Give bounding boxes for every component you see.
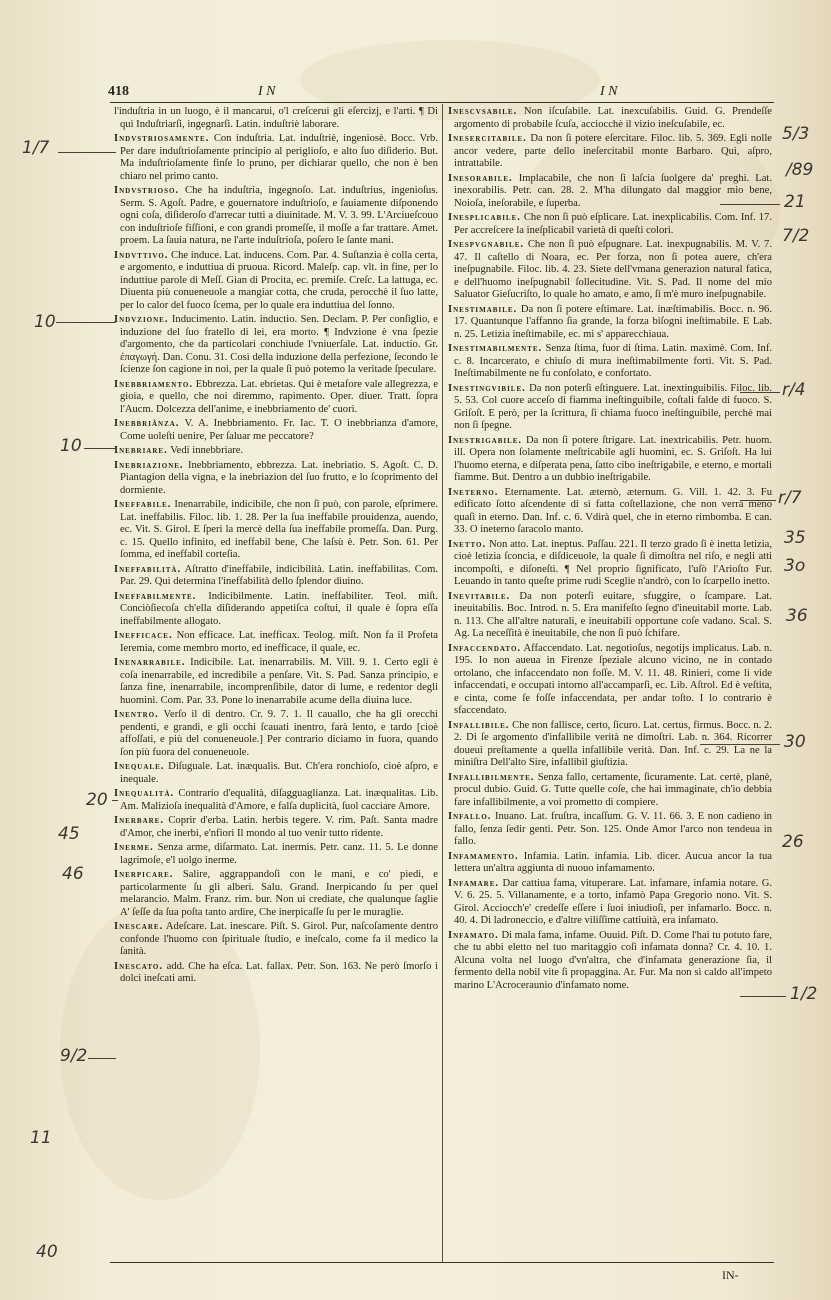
entry-text: Coprir d'erba. Latin. herbis tegere. V. rim. Paſt. Santa madre d'Amor, che inerbi, e'nfiori Il mondo al tuo venir tutto ridente.: [120, 815, 438, 839]
entry-text: Vedi innebbriare.: [170, 445, 244, 456]
handwritten-note-left: 10: [34, 312, 56, 332]
entry-text: Non iſcuſabile. Lat. inexcuſabilis. Guid. G. Prendeſſe argomento di probabile ſcuſa, acciocchè il vizio ineſcuſabile, ec.: [454, 106, 772, 130]
footer-rule: [110, 1262, 774, 1263]
entry-headword: Ineffabilità.: [114, 563, 182, 575]
entry-headword: Inerpicare.: [114, 869, 174, 880]
header-rule: [110, 102, 774, 103]
dictionary-entry: [114, 761, 438, 786]
dictionary-entry: [114, 842, 438, 867]
entry-text: V. A. Inebbriamento. Fr. Iac. T. O inebbrianza d'amore, Come uoleſti uenire, Per ſaluar me peccatore?: [120, 418, 438, 442]
dictionary-entry: [114, 709, 438, 759]
entry-headword: Infaccendato.: [448, 642, 522, 654]
handwritten-note-left: 11: [30, 1128, 52, 1148]
dictionary-entry: [448, 435, 772, 485]
entry-headword: Inequalità.: [114, 788, 175, 799]
annotation-line: [112, 800, 118, 801]
entry-text: Che non fallisce, certo, ſicuro. Lat. certus, firmus. Bocc. n. 2. 2. Di ſe argomento d'infallibile verità ne dimoſtri. Lab. n. 364. Ricorrer doueui preſtamente a quella infallibile verità. Dan. Inf. c. 29. La ne la miniſtra Dell'alto Sire, infallibil giuſtizia.: [454, 719, 772, 768]
entry-text: Da non poterſi euitare, sfuggire, o ſcampare. Lat. ineuitabilis. Boc. Introd. n. 5. Era manifeſto ſegno d'ineuitabil morte. Lab. n. 113. Che all'altre naturali, e ineuitabili opportune coſe vadano. Scal. S. Ag. La neceſſità è ineuitabile, che non ſi può ſchifare.: [454, 590, 772, 639]
entry-headword: Inescato.: [114, 960, 163, 972]
dictionary-entry: [448, 343, 772, 381]
dictionary-entry: [448, 878, 772, 928]
entry-text: Di mala fama, infame. Ouuid. Piſt. D. Come l'hai tu potuto fare, che tu abbi eletto nel tuo maritaggio coſì infamata donna? Cr. 4. 10. 1. Alcuna volta nel luogo d'vn'altra, che d'infamata generazione ſia, il fermento della nobil vite ſi propaggina. Ar. Fur. Ma non sì caldo all'impeto marino L'Acroceraunio d'infamato nome.: [454, 929, 772, 991]
dictionary-entry: [114, 314, 438, 377]
dictionary-entry: [114, 869, 438, 919]
entry-text: Inuano. Lat. fruſtra, incaſſum. G. V. 11. 66. 3. E non cadieno in fallo, ſenza ſedir genti. Petr. Son. 125. Onde Amor l'arco non tendeua in fallo.: [454, 811, 772, 847]
handwritten-note-right: r/4: [782, 380, 806, 400]
entry-text: Verſo il di dentro. Cr. 9. 7. 1. Il cauallo, che ha gli orecchi pendenti, e grandi, e gli occhi ſcauati inentro, farà lento, e tardo [cioè affoſſati, e più del conueneuole.] Per contrario diciamo in fuora, quando ſon più fuora del conueneuole.: [120, 709, 438, 758]
handwritten-note-right: 5/3: [782, 124, 810, 144]
dictionary-entry: [114, 185, 438, 248]
entry-headword: Infallibile.: [448, 719, 510, 731]
handwritten-note-left: 20: [86, 790, 108, 810]
handwritten-note-right: r/7: [778, 488, 802, 508]
handwritten-note-right: 3o: [784, 556, 806, 576]
dictionary-entry: [448, 106, 772, 131]
entry-text: add. Che ha eſca. Lat. fallax. Petr. Son. 163. Ne però ſmorſo i dolci ineſcati ami.: [120, 960, 438, 984]
entry-text: Che non ſi può eſpugnare. Lat. inexpugnabilis. M. V. 7. 47. Il caſtello di Noara, ec. Per forza, non ſi potea auere, ch'era ineſpugnabile. Filoc. lib. 4. 23. Siete dell'vmana generazion natural fatica, e dell'huomo ineſpugnabil ſollecitudine. Vit. S. Pad. Il nome del mio Saluator Gieſucriſto, lo quale ho amato, e amo, ſi m'è muro ineſpugnabile.: [454, 239, 772, 300]
entry-headword: Ineffabile.: [114, 499, 172, 510]
entry-text: l'induſtria in un luogo, è il mancarui, o'l creſcerui gli eſercizj, e l'arti. ¶ Di qui Induſtriarſi, ingegnarſi. Latin. induſtriè laborare.: [114, 106, 438, 130]
annotation-line: [700, 744, 780, 745]
entry-headword: Indvttivo.: [114, 249, 169, 261]
dictionary-entry: [114, 379, 438, 417]
entry-headword: Inesorabile.: [448, 172, 513, 184]
dictionary-entry: [448, 851, 772, 876]
entry-headword: Inestingvibile.: [448, 382, 526, 394]
entry-headword: Ineterno.: [448, 486, 499, 498]
entry-text: Che ha induſtria, ingegnoſo. Lat. induſtrius, ingenioſus. Serm. S. Agoſt. Padre, e gouernatore induſtrioſo, e ſauiamente diſponendo ogni coſa, diſideroſo d'arrecar tutti a diuinitade. M. V. 3. 99. L'Arciueſcouo con induſtrioſe fiſſioni, e con grandi promeſſe, il moſſe a far trattare. Amet. proem. La ſauia natura, ne l'arte induſtrioſa, poſero le ſante mani.: [120, 185, 438, 246]
entry-text: Senza ſtima, fuor di ſtima. Latin. maximè. Com. Inf. c. 8. Incarcerato, e chiuſo di mura ineſtimabilmente forti. Vit. S. Pad. Ineſtimabilmente ne fu conſolato, e confortato.: [454, 343, 772, 379]
annotation-line: [56, 322, 116, 323]
entry-text: Ebbrezza. Lat. ebrietas. Qui è metafore vale allegrezza, e gioia, e quello, che noi diremmo, rapimento. Oper. diuer. Tratt. ſopra l'Aucm. Dolcezza dell'anime, e inebbriamento de' cuori.: [120, 378, 438, 415]
entry-text: Da non poterſi eſtinguere. Lat. inextinguibilis. Filoc. lib. 5. 53. Col cuore acceſo di fiamma ineſtinguibile, coſtali falde di fuoco. S. Griſoſt. E però, per la ſcrittura, ſi chiama fuoco ineſtinguibile, perchè mai non ſi ſpegne.: [454, 382, 772, 431]
entry-text: Indicibilmente. Latin. ineffabiliter. Teol. miſt. Conciòſiecoſa ch'ella diſiderando appetiſca coſtui, il quale è ſopra eſſa ineffabilmente allogato.: [120, 590, 438, 627]
dictionary-entry: [448, 643, 772, 718]
entry-headword: Infamamento.: [448, 850, 519, 862]
dictionary-entry: [114, 591, 438, 629]
entry-text: Con induſtria. Lat. induſtriè, ingeniosè. Bocc. Vrb. Per dare induſtrioſamente principio al periglioſo, e alto ſuo diſiderio. But. Ma induſtrioſamente finſe lo pruno, per dichiarar quello, che non è ben chiaro nel primo canto.: [120, 133, 438, 182]
dictionary-entry: [114, 106, 438, 131]
dictionary-entry: [114, 788, 438, 813]
entry-text: Aſtratto d'ineffabile, indicibilità. Latin. ineffabilitas. Com. Par. 29. Qui determina l'ineffabilità dello ſplendor diuino.: [120, 563, 438, 587]
handwritten-note-left: 40: [36, 1242, 58, 1262]
dictionary-entry: [114, 921, 438, 959]
handwritten-note-left: 46: [62, 864, 84, 884]
entry-text: Affaccendato. Lat. negotioſus, negotijs implicatus. Lab. n. 195. Io non aueua in Firenze ſpeziale alcuno vicino, ne in contado ortolano, che infaccendato non foſſe. M. V. 11. 48. Rinieri, come li vide infaccendati, e occupati intorno all'accamparſi, ec. Lib. Aſtrol. Ed è veſtita, e cinta, come ſe foſſe infaccendata, per andar toſto. I lo contrario è sfaccendato.: [454, 642, 772, 716]
dictionary-entry: [448, 591, 772, 641]
running-head-left: I N: [258, 84, 276, 99]
entry-headword: Inestimabilmente.: [448, 343, 543, 354]
dictionary-entry: [114, 657, 438, 707]
entry-headword: Inesercitabile.: [448, 133, 527, 144]
entry-text: Non atto. Lat. ineptus. Paſſau. 221. Il terzo grado ſi è inetta letizia, cioè letizia ſconcia, e diſdiceuole, la quale ſi dimoſtra nel riſo, e negli atti incompoſti, e diſoneſti. ¶ Nel proprio ſignificato, l'uſò l'Arioſto Fur. Leuando in tanto queſte prime rudi Sceglie n'andrò, con lo ſcarpello inetto.: [454, 538, 772, 587]
entry-headword: Inebbriânza.: [114, 418, 180, 429]
dictionary-entry: [114, 445, 438, 458]
annotation-line: [84, 448, 116, 449]
left-column: [114, 106, 438, 1260]
dictionary-entry: [448, 304, 772, 342]
annotation-line: [740, 392, 780, 393]
entry-headword: Inenarrabile.: [114, 657, 186, 668]
entry-text: Senza arme, diſarmato. Lat. inermis. Petr. canz. 11. 5. Le donne lagrimoſe, e'l uolgo inerme.: [120, 842, 438, 866]
annotation-line: [88, 1058, 116, 1059]
handwritten-note-right: 1/2: [790, 984, 818, 1004]
entry-headword: Inetto.: [448, 538, 487, 550]
handwritten-note-right: 30: [784, 732, 806, 752]
entry-text: Inenarrabile, indicibile, che non ſi può, con parole, eſprimere. Lat. ineffabilis. Filoc. lib. 1. 28. Per la ſua ineffabile prouidenza, auendo, ec. Vit. S. Girol. E ſperi la mercè della ſua ineffabile promeſſa. Dan. Purg. c. 15. Quello infinito, ed ineffabil bene, Che laſsù è. Petr. Son. 61. Per ſomma, ed ineffabil corteſia.: [120, 499, 438, 560]
handwritten-note-right: 7/2: [782, 226, 810, 246]
dictionary-entry: [114, 630, 438, 655]
entry-headword: Infallo.: [448, 811, 492, 822]
entry-text: Diſuguale. Lat. inæqualis. But. Ch'era ronchioſo, cioè aſpro, e inequale.: [120, 761, 438, 785]
entry-text: Salire, aggrappandoſi con le mani, e co' piedi, e particolarmente ſu gli alberi. Salu. Grand. Inerpicando ſu per quel melarancio. Malm. Franz. rim. bur. Non ui crediate, che qualunque ſaglie A' ſeſſe da ſua poſta tanto ardire, Che inerpicaſſe ſu per le muraglie.: [120, 869, 438, 918]
right-column: [448, 106, 772, 1260]
entry-headword: Inestimabile.: [448, 303, 518, 315]
handwritten-note-left: 10: [60, 436, 82, 456]
annotation-line: [58, 152, 116, 153]
handwritten-note-right: 21: [784, 192, 806, 212]
entry-text: Che non ſi può eſplicare. Lat. inexplicabilis. Com. Inf. 17. Per accreſcere la ineſplicabil varietà di queſti colori.: [454, 212, 772, 236]
handwritten-note-right: /89: [786, 160, 814, 180]
dictionary-entry: [114, 499, 438, 562]
column-separator: [442, 104, 443, 1262]
entry-headword: Inefficace.: [114, 630, 173, 641]
dictionary-entry: [448, 133, 772, 171]
dictionary-entry: [114, 564, 438, 589]
entry-headword: Inebriare.: [114, 445, 168, 456]
entry-headword: Inerbare.: [114, 815, 164, 826]
annotation-line: [720, 204, 780, 205]
handwritten-note-right: 35: [784, 528, 806, 548]
entry-text: Che induce. Lat. inducens. Com. Par. 4. Suſtanzia è colla certa, e argomento, e induttiua di pruoua. Ricord. Maleſp. cap. vlt. in fine, per lo induttiue parole di Meſſ. Gian di Procita, ec. premiſe. Creſc. La lattuga, ec. Diuenta più conueneuole a mangiar cotta, che cruda, perocchè il ſuo latte, per lo calor del fuoco ſcema, per lo quale era induttiua del ſonno.: [120, 249, 438, 311]
handwritten-note-left: 1/7: [22, 138, 50, 158]
entry-headword: Inebbriamento.: [114, 378, 193, 390]
entry-text: Da non ſi potere eſercitare. Filoc. lib. 5. 369. Egli nolle ancor vedere, parte dello ineſercitabil monte Barbaro. Qui, aſpro, intrattabile.: [454, 133, 772, 169]
entry-headword: Indvstriosamente.: [114, 133, 210, 144]
entry-headword: Inesplicabile.: [448, 212, 521, 223]
entry-headword: Inevitabile.: [448, 590, 511, 602]
entry-text: Da non ſi potere ſtrigare. Lat. inextricabilis. Petr. huom. ill. Opera non ſolamente meſtricabile agli huomini, ec. S. Griſoſt. Ha lui l'huomo eterna, e diſperata pena, ſatto cibo ineſtrigabile, e eterno, e mortali fiamme. But. Dentro a un dubbio ineſtrigabile.: [454, 434, 772, 483]
entry-text: Implacabile, che non ſi laſcia ſuolgere da' preghi. Lat. inexorabilis. Petr. can. 28. 2. M'ha dilungato dal maggior mio bene, Noioſa, ineſorabile, e ſuperba.: [454, 172, 772, 209]
entry-text: Da non ſi potere eſtimare. Lat. inæſtimabilis. Bocc. n. 96. 17. Quantunque l'affanno ſia grande, la forza biſogni ineſtimabile. E Lab. n. 25. Letizia ineſtimabile, ec. mi s' apparecchiaua.: [454, 303, 772, 340]
dictionary-entry: [448, 811, 772, 849]
page-number: 418: [108, 84, 129, 99]
dictionary-entry: [448, 539, 772, 589]
entry-headword: Ineffabilmente.: [114, 590, 197, 602]
catchword: IN-: [722, 1268, 739, 1282]
entry-headword: Inescare.: [114, 921, 164, 932]
entry-headword: Infamato.: [448, 929, 499, 941]
running-head-right: I N: [600, 84, 618, 99]
entry-text: Dar cattiua fama, vituperare. Lat. infamare, infamia notare. G. V. 6. 25. 5. Villanamente, e a torto, infamò Papa Gregorio nono. Vit. S. Girol. Acciocch'e' credeſſe eſſere i ſuoi iniudioſi, per infamarlo. Bocc. n. 40. 4. Di ladroneccio, e d'altre viliſſime cattiuità, era infamato.: [454, 877, 772, 926]
dictionary-entry: [448, 212, 772, 237]
dictionary-entry: [114, 133, 438, 183]
dictionary-entry: [114, 961, 438, 986]
annotation-line: [740, 996, 786, 997]
handwritten-note-left: 9/2: [60, 1046, 88, 1066]
entry-headword: Inentro.: [114, 709, 159, 720]
dictionary-entry: [114, 815, 438, 840]
entry-headword: Inebriazione.: [114, 459, 184, 471]
dictionary-entry: [448, 487, 772, 537]
entry-text: Adeſcare. Lat. inescare. Piſt. S. Girol. Pur, naſcoſamente dentro confonde l'huomo con ſpirituale ſtudio, e ineſcalo, come fa il medico la ſanità.: [120, 921, 438, 957]
entry-text: Inebbriamento, ebbrezza. Lat. inebriatio. S. Agoſt. C. D. Piantagion della vigna, e la inebriazion del ſuo frutto, e lo ſcoprimento del dormiente.: [120, 459, 438, 496]
entry-text: Inducimento. Latin. inductio. Sen. Declam. P. Per conſiglio, e induzione del ſuo fratello di lei, era morto. ¶ Indvzione è vna ſpezie d'argomento, che da particolari conchiude l'vniuerſale. Lat. inductio. Gr. ἐπαγωγή. Dan. Conu. 31. Così della induzione della perfezione, ſecondo le ſcienze ſon cagione in noi, per la quale ſi può potemo la veritade ſpeculare.: [120, 314, 438, 375]
annotation-line: [740, 500, 776, 501]
dictionary-entry: [114, 250, 438, 313]
entry-text: Non efficace. Lat. inefficax. Teolog. miſt. Non fa il Profeta Ieremia, come membro morto, ed inefficace, il quale, ec.: [120, 630, 438, 654]
entry-headword: Inestrigabile.: [448, 434, 523, 446]
dictionary-entry: [448, 239, 772, 302]
entry-headword: Indvzione.: [114, 314, 169, 325]
handwritten-note-left: 45: [58, 824, 80, 844]
dictionary-entry: [448, 772, 772, 810]
entry-headword: Infallibilmente.: [448, 771, 535, 783]
entry-text: Indicibile. Lat. inenarrabilis. M. Vill. 9. 1. Certo egli è coſa inenarrabile, ed incredibile a penſare. Vit. S. Pad. Sanza principio, e ſanza fine, inenarrabile, incomprenſibile, dator di lume, e redentor degli huomini. Com. Par. 33. Pone lo inenarrabile acume della diuina luce.: [120, 657, 438, 706]
entry-headword: Infamare.: [448, 877, 500, 889]
running-header: [108, 84, 772, 104]
entry-text: Infamia. Latin. infamia. Lib. dicer. Aucua ancor la tua lettera un'altra aggiunta di nuouo infamamento.: [454, 850, 772, 874]
entry-headword: Inerme.: [114, 842, 154, 853]
entry-headword: Indvstrioso.: [114, 185, 180, 196]
dictionary-entry: [448, 930, 772, 993]
entry-text: Eternamente. Lat. æternò, æternum. G. Vill. 1. 42. 3. Fu edificato ſotto aſcendente di sì fatta coſtellazione, che non verrà meno quaſi in eterno. Dan. Inf. c. 6. Vdirà quel, che in eterno rimbomba. E can. 33. O ineterno ſaracolo manto.: [454, 486, 772, 535]
handwritten-note-right: 26: [782, 832, 804, 852]
handwritten-note-right: 36: [786, 606, 808, 626]
entry-text: Senza fallo, certamente, ſicuramente. Lat. certè, planè, procul dubio. Guid. G. Tutte quelle coſe, che hai immaginate, ch'io debbia fare infallibilmente, a voi prometto di compiere.: [454, 771, 772, 808]
dictionary-entry: [448, 383, 772, 433]
dictionary-entry: [114, 418, 438, 443]
entry-headword: Inequale.: [114, 761, 165, 772]
entry-text: Contrario d'equalità, diſagguaglianza. Lat. inæqualitas. Lib. Am. Malizioſa inequalità d'Amore, e falſa duplicità, ſuol cacciare Amore.: [120, 788, 438, 812]
dictionary-entry: [114, 460, 438, 498]
entry-headword: Inescvsabile.: [448, 106, 518, 117]
entry-headword: Inespvgnabile.: [448, 239, 525, 250]
